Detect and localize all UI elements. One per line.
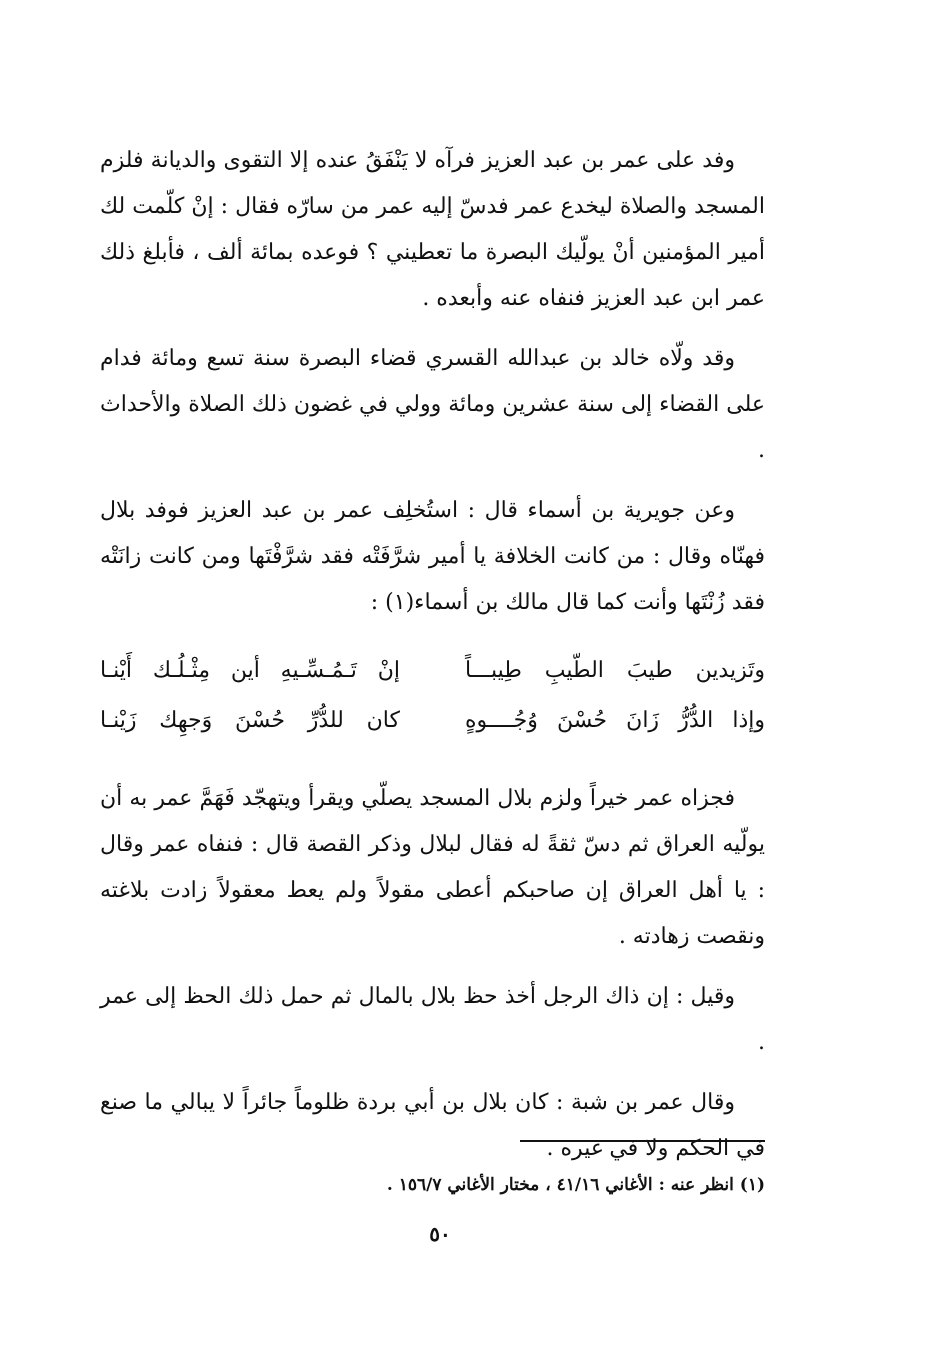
paragraph-1: وفد على عمر بن عبد العزيز فرآه لا يَنْفَقُ عنده إلا التقوى والديانة فلزم المسجد والصلاة ليخدع عمر فدسّ إليه عمر من سارّه فقال : إنْ كلّمت لك أمير المؤمنين أنْ يولّيك البصرة ما تعطيني ؟ فوعده بمائة ألف ، فأبلغ ذلك عمر ابن عبد العزيز فنفاه عنه وأبعده . bbox=[100, 148, 765, 311]
verse-2-first-hemistich: وإذا الدُّرُّ زَانَ حُسْنَ وُجُــــوهٍ bbox=[465, 708, 765, 733]
paragraph-5: وقيل : إن ذاك الرجل أخذ حظ بلال بالمال ثم حمل ذلك الحظ إلى عمر . bbox=[100, 984, 765, 1055]
verse-line-1 bbox=[100, 646, 765, 696]
verse-1-second-hemistich: إنْ تَـمُـسِّـيهِ أين مِثْـلُـك أَيْنـا bbox=[100, 658, 400, 683]
main-text bbox=[100, 138, 765, 1186]
page-number: ٥٠ bbox=[429, 1222, 451, 1246]
verse-line-2 bbox=[100, 696, 765, 746]
verse-1-first-hemistich: وتَزيدين طيبَ الطّيبِ طِيبـــاً bbox=[465, 658, 765, 683]
paragraph-4: فجزاه عمر خيراً ولزم بلال المسجد يصلّي ويقرأ ويتهجّد فَهَمَّ عمر به أن يولّيه العراق ثم دسّ ثقةً له فقال لبلال وذكر القصة قال : فنفاه عمر وقال : يا أهل العراق إن صاحبكم أعطى مقولاً ولم يعط معقولاً زادت بلاغته ونقصت زهادته . bbox=[100, 786, 765, 949]
footnote: (١) انظر عنه : الأغاني ٤١/١٦ ، مختار الأغاني ١٥٦/٧ . bbox=[386, 1175, 765, 1195]
paragraph-2: وقد ولّاه خالد بن عبدالله القسري قضاء البصرة سنة تسع ومائة فدام على القضاء إلى سنة عشرين ومائة وولي في غضون ذلك الصلاة والأحداث . bbox=[100, 346, 765, 463]
verse-2-second-hemistich: كان للدُّرِّ حُسْنَ وَجهِك زَيْنـا bbox=[100, 708, 400, 733]
footnote-divider bbox=[520, 1140, 765, 1142]
paragraph-6: وقال عمر بن شبة : كان بلال بن أبي بردة ظلوماً جائراً لا يبالي ما صنع في الحكم ولا في غيره . bbox=[100, 1090, 765, 1161]
paragraph-3: وعن جويرية بن أسماء قال : استُخلِف عمر بن عبد العزيز فوفد بلال فهنّاه وقال : من كانت الخلافة يا أمير شرَّفَتْه فقد شرَّفْتَها ومن كانت زانَتْه فقد زُنْتَها وأنت كما قال مالك بن أسماء(١) : bbox=[100, 498, 766, 615]
poem-verses bbox=[100, 646, 765, 746]
